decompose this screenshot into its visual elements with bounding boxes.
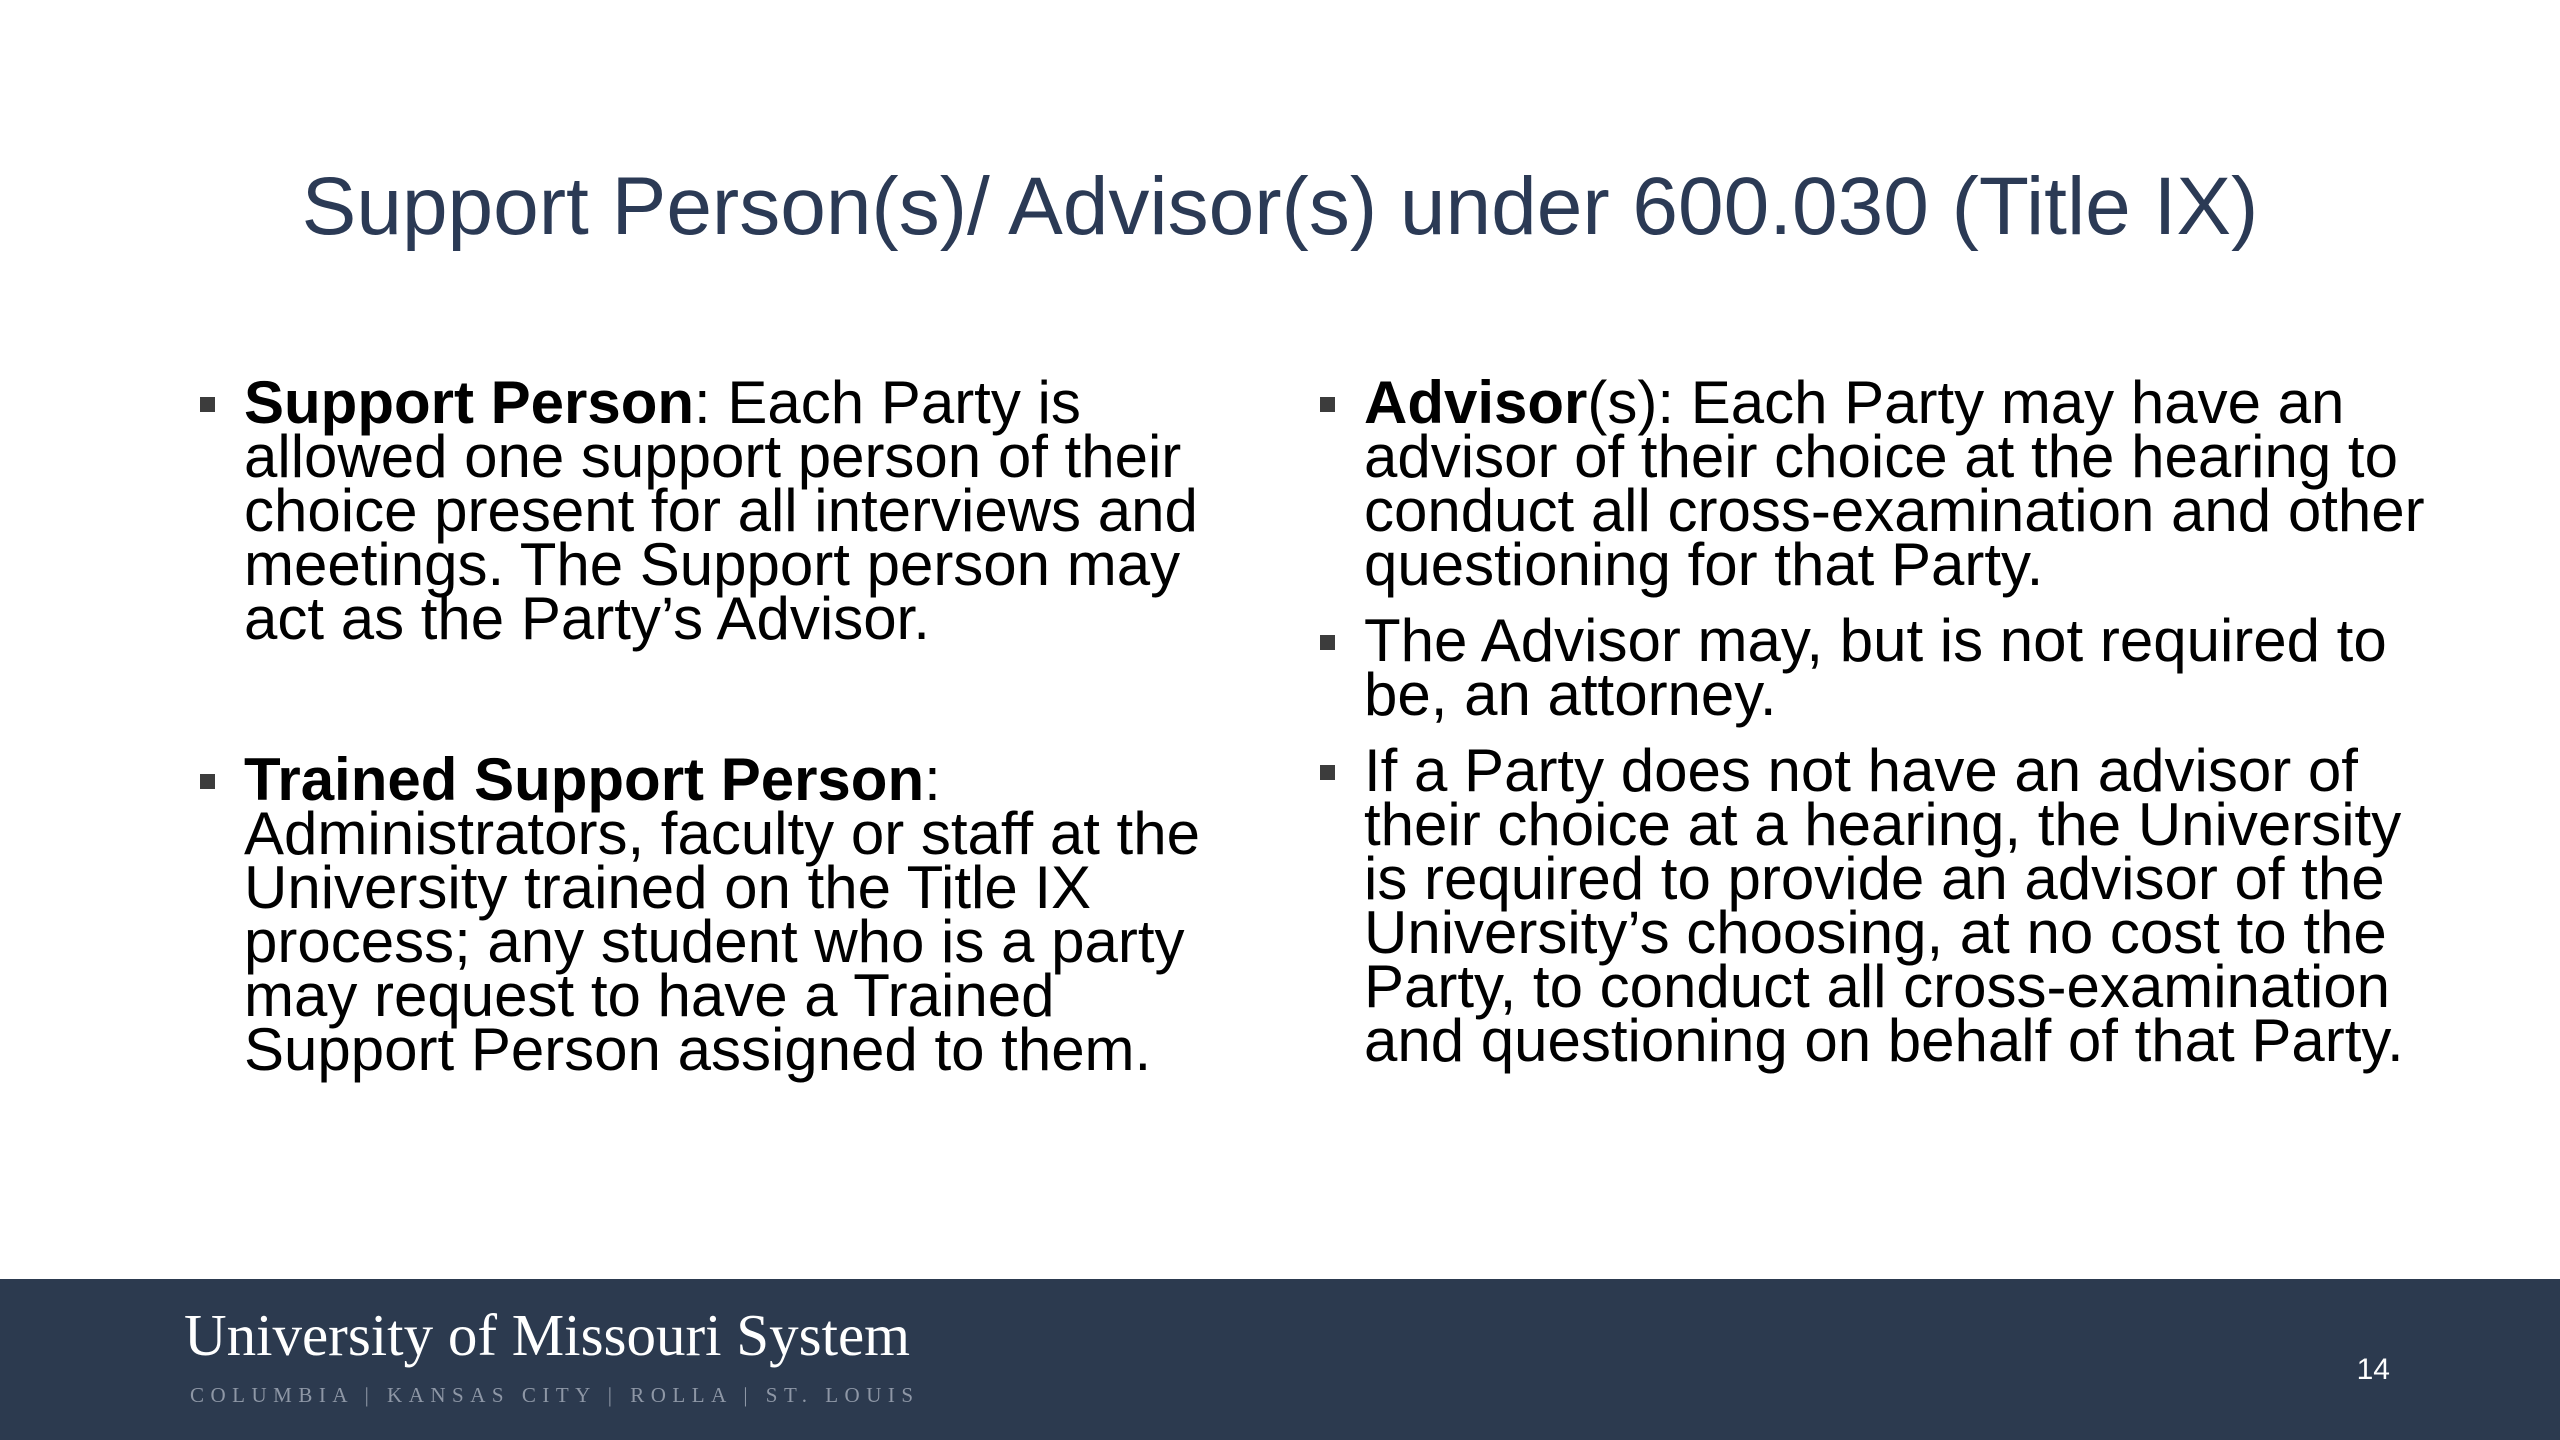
bullet-text: The Advisor may, but is not required to be, an attorney.	[1364, 607, 2387, 728]
square-bullet-icon	[1320, 635, 1335, 650]
bullet-support-person	[196, 369, 1276, 652]
square-bullet-icon	[200, 774, 215, 789]
bullet-trained-support-person	[196, 746, 1276, 1083]
bullet-advisor	[1316, 369, 2426, 598]
university-logo: University of Missouri System	[184, 1302, 911, 1368]
campus-list: COLUMBIA | KANSAS CITY | ROLLA | ST. LOUIS	[190, 1383, 920, 1407]
bullet-heading: Advisor	[1364, 369, 1588, 436]
bullet-text: : Each Party is allowed one support person of their choice present for all interviews and meetings. The Support person may act as the Party’s Advisor.	[244, 369, 1198, 652]
bullet-advisor-attorney	[1316, 607, 2426, 728]
left-column	[196, 369, 1276, 1083]
bullet-text: (s): Each Party may have an advisor of their choice at the hearing to conduct all cross-examination and other questioning for that Party.	[1364, 369, 2425, 598]
bullet-text: If a Party does not have an advisor of their choice at a hearing, the University is required to provide an advisor of the University’s choosing, at no cost to the Party, to conduct all cross-examination and questioning on behalf of that Party.	[1364, 737, 2404, 1074]
footer-bar	[0, 1279, 2560, 1440]
right-column	[1316, 369, 2426, 1074]
page-number: 14	[2356, 1353, 2390, 1386]
bullet-text: : Administrators, faculty or staff at the University trained on the Title IX process; any student who is a party may request to have a Trained Support Person assigned to them.	[244, 746, 1200, 1083]
spacer	[196, 646, 1276, 753]
bullet-heading: Support Person	[244, 369, 695, 436]
slide-title: Support Person(s)/ Advisor(s) under 600.030 (Title IX)	[301, 161, 2259, 252]
square-bullet-icon	[1320, 765, 1335, 780]
square-bullet-icon	[1320, 397, 1335, 412]
square-bullet-icon	[200, 397, 215, 412]
bullet-university-advisor	[1316, 737, 2426, 1074]
bullet-heading: Trained Support Person	[244, 746, 925, 813]
